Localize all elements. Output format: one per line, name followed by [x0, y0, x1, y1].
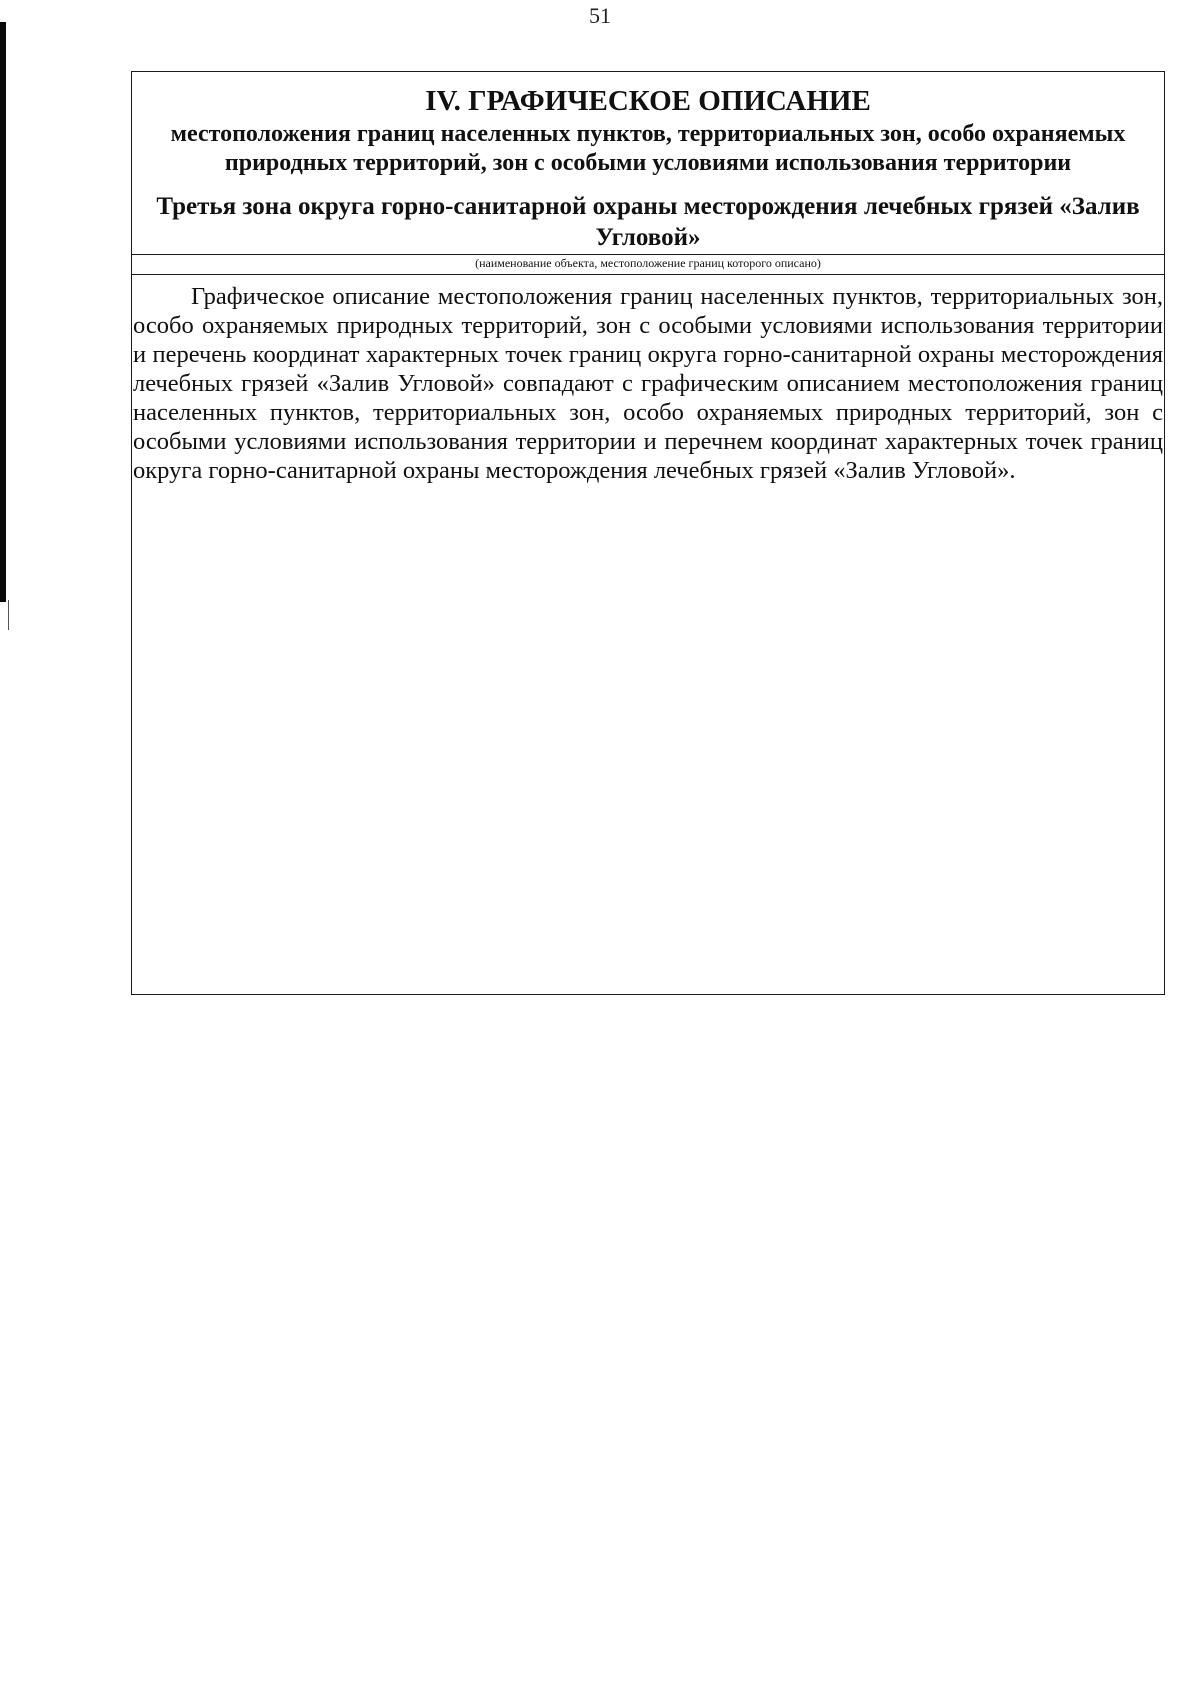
document-frame — [131, 71, 1165, 995]
scan-edge-mark — [0, 22, 6, 602]
object-caption: (наименование объекта, местоположение границ которого описано) — [475, 256, 821, 270]
section-subtitle: местоположения границ населенных пунктов, территориальных зон, особо охраняемых природных территорий, зон с особыми условиями использования территории — [170, 121, 1126, 176]
object-name-underline — [132, 254, 1164, 255]
object-name: Третья зона округа горно-санитарной охраны месторождения лечебных грязей «Залив Угловой» — [156, 193, 1140, 251]
body-paragraph: Графическое описание местоположения границ населенных пунктов, территориальных зон, особо охраняемых природных территорий, зон с особыми условиями использования территории и перечень координат характерных точек границ округа горно-санитарной охраны месторождения лечебных грязей «Залив Угловой» совпадают с графическим описанием местоположения границ населенных пунктов, территориальных зон, особо охраняемых природных территорий, зон с особыми условиями использования территории и перечнем координат характерных точек границ округа горно-санитарной охраны месторождения лечебных грязей «Залив Угловой». — [133, 283, 1163, 484]
section-title: IV. ГРАФИЧЕСКОЕ ОПИСАНИЕ — [425, 85, 871, 117]
header-block — [132, 72, 1164, 253]
page-number: 51 — [589, 3, 611, 28]
scan-edge-mark-thin — [8, 600, 9, 630]
caption-divider — [132, 274, 1164, 275]
